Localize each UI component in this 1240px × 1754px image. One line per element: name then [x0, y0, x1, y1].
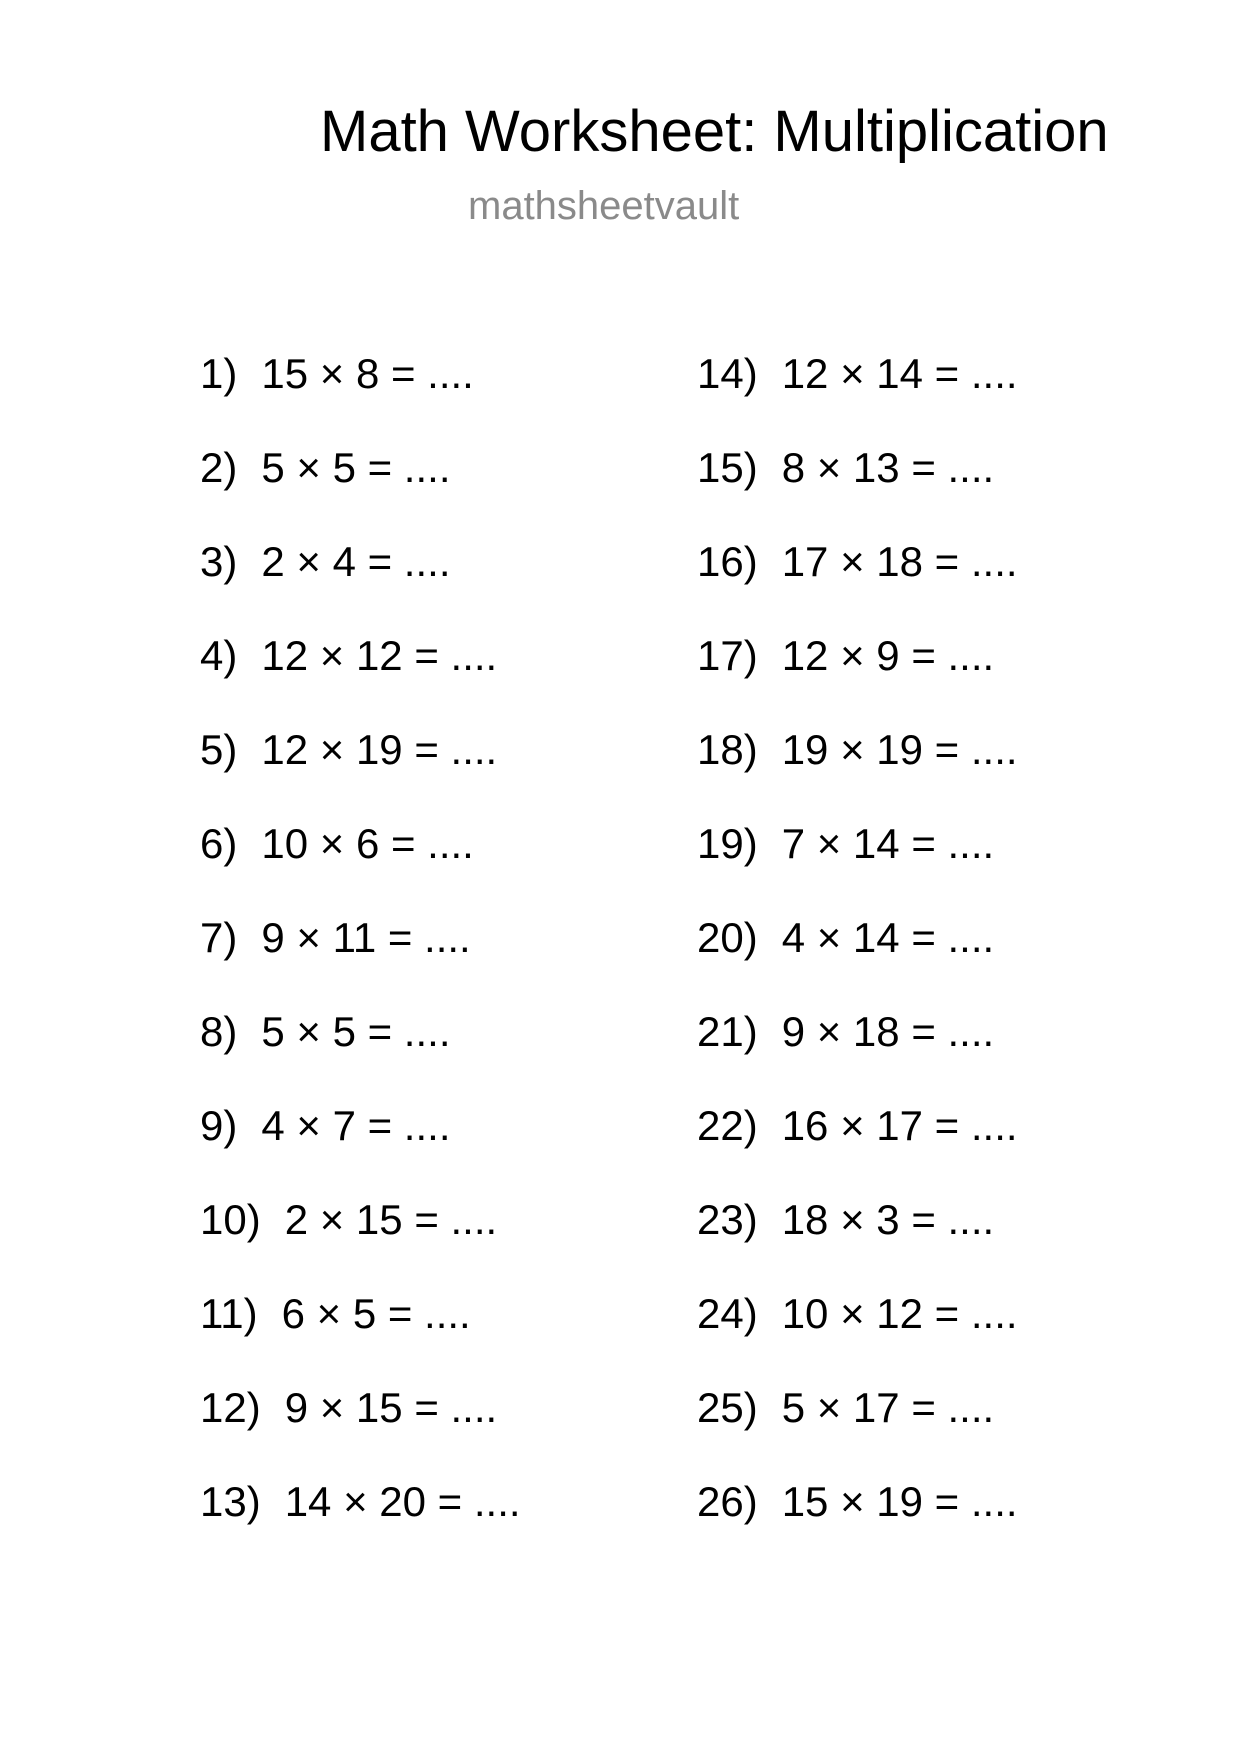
problem-expression: 18 × 3 = .... — [781, 1196, 995, 1243]
problem-item — [697, 910, 994, 966]
problem-expression: 10 × 12 = .... — [781, 1290, 1018, 1337]
problem-item — [697, 440, 994, 496]
problem-item — [200, 534, 450, 590]
problem-item — [697, 1004, 994, 1060]
problem-number: 4) — [200, 632, 238, 679]
problem-item — [200, 628, 497, 684]
problem-expression: 19 × 19 = .... — [781, 726, 1018, 773]
problem-number: 17) — [697, 632, 758, 679]
problem-item — [200, 910, 471, 966]
problem-item — [200, 722, 497, 778]
problem-item — [697, 1192, 994, 1248]
problem-number: 16) — [697, 538, 758, 585]
problem-expression: 7 × 14 = .... — [781, 820, 995, 867]
problem-item — [200, 816, 474, 872]
problem-item — [200, 1474, 521, 1530]
problem-number: 10) — [200, 1196, 261, 1243]
problem-number: 3) — [200, 538, 238, 585]
problem-number: 6) — [200, 820, 238, 867]
problem-number: 2) — [200, 444, 238, 491]
problem-expression: 16 × 17 = .... — [781, 1102, 1018, 1149]
problem-number: 5) — [200, 726, 238, 773]
problem-item — [200, 1098, 450, 1154]
problem-number: 20) — [697, 914, 758, 961]
problem-item — [697, 816, 994, 872]
problem-number: 18) — [697, 726, 758, 773]
problem-number: 15) — [697, 444, 758, 491]
problem-expression: 15 × 8 = .... — [261, 350, 474, 397]
page-subtitle: mathsheetvault — [468, 184, 740, 228]
problem-number: 14) — [697, 350, 758, 397]
problem-expression: 2 × 4 = .... — [261, 538, 451, 585]
problem-expression: 5 × 5 = .... — [261, 1008, 451, 1055]
problem-item — [200, 440, 450, 496]
problem-expression: 4 × 14 = .... — [781, 914, 995, 961]
problem-expression: 12 × 14 = .... — [781, 350, 1018, 397]
problem-expression: 10 × 6 = .... — [261, 820, 474, 867]
problem-expression: 12 × 12 = .... — [261, 632, 498, 679]
problem-expression: 12 × 9 = .... — [781, 632, 995, 679]
problem-number: 24) — [697, 1290, 758, 1337]
problem-number: 26) — [697, 1478, 758, 1525]
problem-number: 13) — [200, 1478, 261, 1525]
problem-item — [697, 628, 994, 684]
problem-expression: 9 × 15 = .... — [284, 1384, 498, 1431]
problem-number: 22) — [697, 1102, 758, 1149]
problem-expression: 12 × 19 = .... — [261, 726, 498, 773]
problem-item — [200, 1004, 450, 1060]
problem-number: 12) — [200, 1384, 261, 1431]
page-title: Math Worksheet: Multiplication — [320, 99, 1109, 164]
problem-item — [200, 1192, 497, 1248]
problem-item — [200, 1380, 497, 1436]
problem-number: 23) — [697, 1196, 758, 1243]
problem-number: 21) — [697, 1008, 758, 1055]
problem-expression: 2 × 15 = .... — [284, 1196, 498, 1243]
problem-item — [200, 1286, 471, 1342]
problem-number: 8) — [200, 1008, 238, 1055]
problem-number: 11) — [200, 1290, 258, 1337]
problem-expression: 15 × 19 = .... — [781, 1478, 1018, 1525]
problem-number: 9) — [200, 1102, 238, 1149]
problem-item — [697, 1474, 1018, 1530]
problem-item — [697, 1286, 1018, 1342]
problem-item — [697, 722, 1018, 778]
problem-expression: 4 × 7 = .... — [261, 1102, 451, 1149]
problem-expression: 5 × 17 = .... — [781, 1384, 995, 1431]
problem-expression: 17 × 18 = .... — [781, 538, 1018, 585]
problem-number: 7) — [200, 914, 238, 961]
problem-item — [697, 346, 1018, 402]
problem-expression: 6 × 5 = .... — [281, 1290, 471, 1337]
problem-item — [697, 1380, 994, 1436]
problem-item — [200, 346, 474, 402]
problem-expression: 9 × 11 = .... — [261, 914, 471, 961]
problem-number: 19) — [697, 820, 758, 867]
problem-number: 1) — [200, 350, 238, 397]
problem-expression: 14 × 20 = .... — [284, 1478, 521, 1525]
problem-item — [697, 1098, 1018, 1154]
problem-expression: 5 × 5 = .... — [261, 444, 451, 491]
problem-expression: 8 × 13 = .... — [781, 444, 995, 491]
problem-expression: 9 × 18 = .... — [781, 1008, 995, 1055]
problem-number: 25) — [697, 1384, 758, 1431]
problem-item — [697, 534, 1018, 590]
